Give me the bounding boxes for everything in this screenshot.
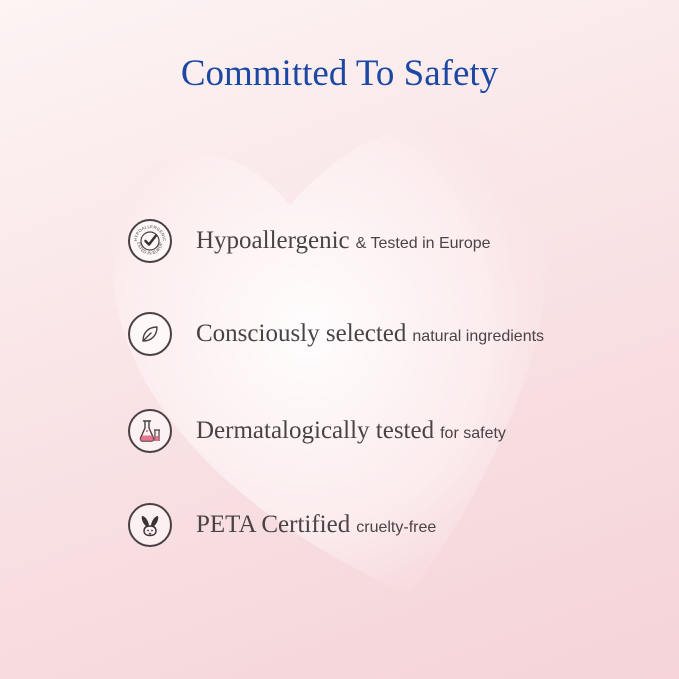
feature-strong-text: Hypoallergenic [196,227,350,254]
feature-text [196,227,491,255]
feature-text [196,320,544,348]
feature-text [196,511,436,539]
feature-strong-text: Dermatalogically tested [196,417,435,444]
feature-strong-text: PETA Certified [196,511,351,538]
feature-light-text: natural ingredients [412,328,545,345]
feature-light-text: & Tested in Europe [355,235,491,252]
feature-strong-text: Consciously selected [196,320,407,347]
badge-top-text: HYPOALLERGENIC [132,223,168,242]
leaf-icon [128,312,172,356]
svg-text:HYPOALLERGENIC [133,224,167,242]
page-title: Committed To Safety [180,53,499,94]
feature-hypoallergenic [128,216,491,266]
feature-dermatologically-tested [128,406,506,456]
badge-bottom-text: ESTED IN EUROP [136,241,164,256]
feature-light-text: for safety [440,425,506,442]
lab-flask-icon [128,409,172,453]
bunny-icon [128,503,172,547]
hypoallergenic-badge-icon [128,219,172,263]
feature-peta-certified [128,500,436,550]
feature-light-text: cruelty-free [356,519,437,536]
feature-text [196,417,506,445]
feature-natural-ingredients [128,309,544,359]
